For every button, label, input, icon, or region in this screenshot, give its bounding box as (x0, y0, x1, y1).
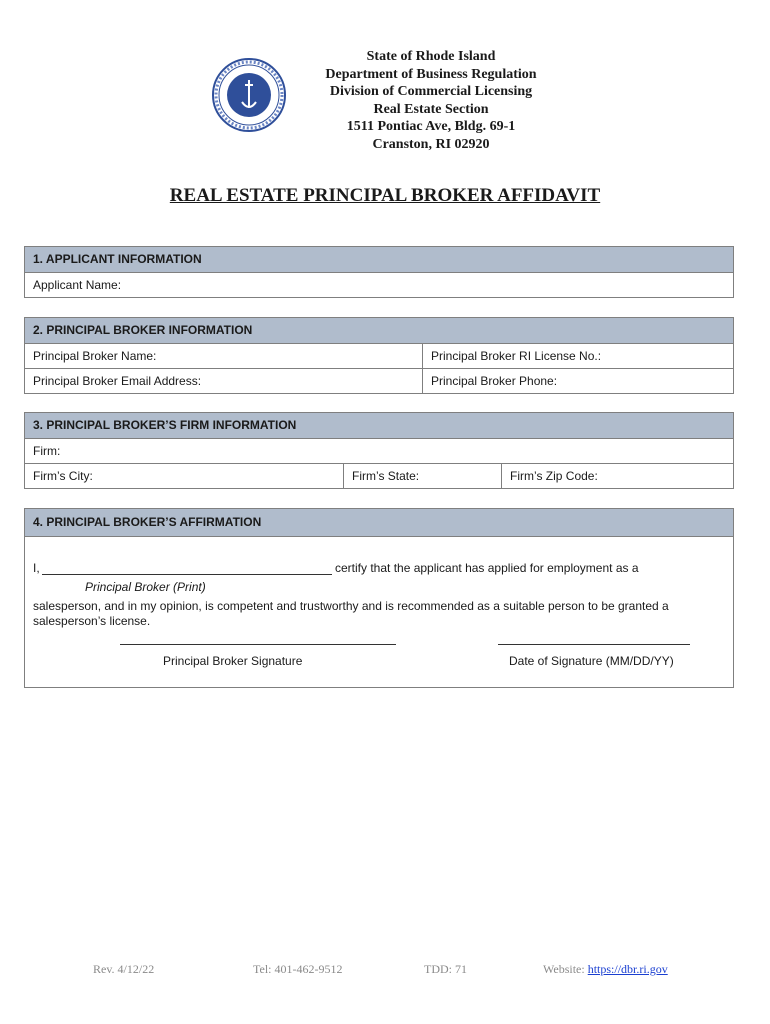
section-principal-broker-information (24, 317, 734, 394)
firm-state-label: Firm’s State: (352, 469, 420, 483)
broker-email-field[interactable] (25, 369, 422, 393)
header-state: State of Rhode Island (366, 49, 496, 64)
i-label: I, (33, 561, 40, 575)
certify-text: certify that the applicant has applied for employment as a (335, 561, 639, 575)
broker-name-label: Principal Broker Name: (33, 349, 157, 363)
telephone: Tel: 401-462-9512 (253, 962, 343, 976)
website (543, 962, 668, 977)
firm-label: Firm: (33, 444, 61, 458)
section-heading: 4. PRINCIPAL BROKER’S AFFIRMATION (25, 509, 733, 537)
broker-email-label: Principal Broker Email Address: (33, 374, 202, 388)
applicant-name-field[interactable] (25, 273, 733, 297)
signature-line[interactable] (120, 644, 396, 645)
header-city: Cranston, RI 02920 (372, 136, 490, 152)
form-title: REAL ESTATE PRINCIPAL BROKER AFFIDAVIT (169, 185, 601, 206)
date-label: Date of Signature (MM/DD/YY) (509, 654, 674, 668)
header-section: Real Estate Section (373, 101, 489, 117)
section-heading: 1. APPLICANT INFORMATION (25, 247, 733, 273)
website-link[interactable]: https://dbr.ri.gov (587, 962, 668, 976)
section-heading: 3. PRINCIPAL BROKER’S FIRM INFORMATION (25, 413, 733, 439)
broker-license-field[interactable] (422, 344, 733, 368)
header-department: Department of Business Regulation (325, 66, 537, 82)
section-firm-information (24, 412, 734, 489)
print-name-line[interactable] (42, 574, 332, 575)
signature-label: Principal Broker Signature (163, 654, 303, 668)
affirmation-paragraph: salesperson, and in my opinion, is competent and trustworthy and is recommended as a suitable person to be granted a salesperson’s license. (33, 599, 669, 628)
firm-zip-field[interactable] (501, 464, 733, 488)
firm-field[interactable] (25, 439, 733, 463)
firm-zip-label: Firm’s Zip Code: (510, 469, 598, 483)
header-division: Division of Commercial Licensing (329, 84, 533, 99)
agency-header (300, 48, 562, 153)
website-label: Website: (543, 962, 585, 976)
state-seal-logo (212, 58, 286, 132)
section-applicant-information (24, 246, 734, 298)
applicant-name-label: Applicant Name: (33, 278, 122, 292)
header-address: 1511 Pontiac Ave, Bldg. 69-1 (346, 119, 516, 134)
firm-state-field[interactable] (343, 464, 501, 488)
revision-date: Rev. 4/12/22 (93, 962, 155, 976)
print-name-caption: Principal Broker (Print) (85, 580, 206, 594)
section-affirmation (24, 508, 734, 688)
firm-city-label: Firm’s City: (33, 469, 93, 483)
broker-phone-field[interactable] (422, 369, 733, 393)
date-line[interactable] (498, 644, 690, 645)
section-heading: 2. PRINCIPAL BROKER INFORMATION (25, 318, 733, 344)
broker-phone-label: Principal Broker Phone: (431, 374, 558, 388)
broker-license-label: Principal Broker RI License No.: (431, 349, 602, 363)
broker-name-field[interactable] (25, 344, 422, 368)
firm-city-field[interactable] (25, 464, 343, 488)
tdd-number: TDD: 71 (424, 962, 467, 976)
